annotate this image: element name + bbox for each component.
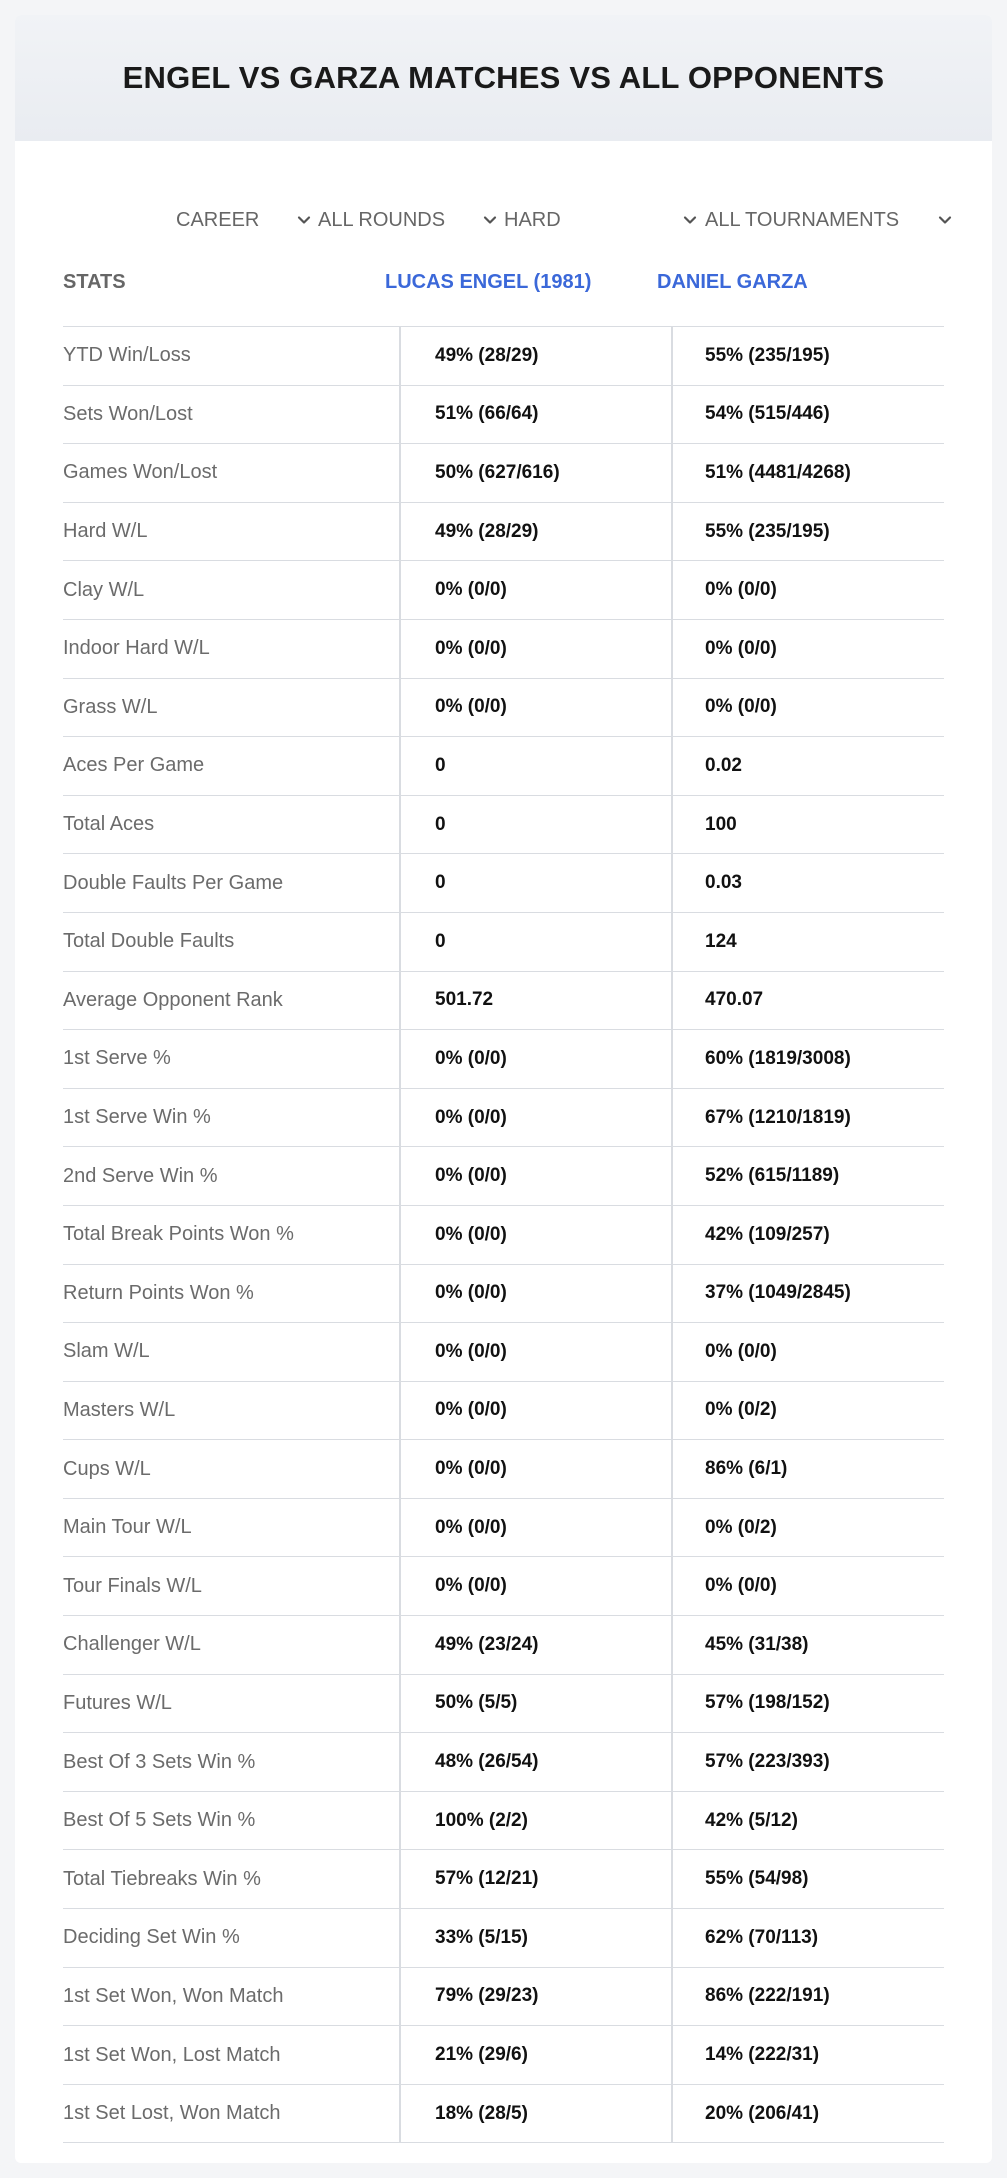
player1-value: 0	[435, 872, 446, 894]
table-row	[63, 1265, 944, 1324]
stat-label: 1st Set Lost, Won Match	[63, 2102, 281, 2125]
player2-value: 52% (615/1189)	[705, 1165, 840, 1187]
table-row	[63, 1147, 944, 1206]
chevron-down-icon	[680, 210, 700, 230]
player2-value: 470.07	[705, 989, 764, 1011]
player2-value: 86% (6/1)	[705, 1458, 788, 1480]
player1-value: 0% (0/0)	[435, 1516, 507, 1538]
filter-bar	[15, 187, 992, 253]
table-row	[63, 1323, 944, 1382]
player2-value: 55% (54/98)	[705, 1868, 809, 1890]
table-row	[63, 1850, 944, 1909]
player1-value: 501.72	[435, 989, 494, 1011]
filter-period-select[interactable]	[176, 187, 314, 253]
table-row	[63, 2026, 944, 2085]
player2-value: 37% (1049/2845)	[705, 1282, 851, 1304]
player1-value: 0% (0/0)	[435, 1340, 507, 1362]
filter-surface-select[interactable]	[504, 187, 700, 253]
player2-value: 0% (0/2)	[705, 1516, 777, 1538]
stat-label: YTD Win/Loss	[63, 344, 191, 367]
stat-label: 1st Serve %	[63, 1047, 171, 1070]
stat-label: Deciding Set Win %	[63, 1926, 240, 1949]
table-row	[63, 737, 944, 796]
stat-label: 2nd Serve Win %	[63, 1164, 218, 1187]
player2-value: 0.03	[705, 872, 742, 894]
stats-table-header	[63, 253, 944, 327]
player2-value: 42% (109/257)	[705, 1223, 830, 1245]
table-row	[63, 1030, 944, 1089]
table-row	[63, 796, 944, 855]
table-row	[63, 1792, 944, 1851]
column-divider	[671, 327, 673, 2143]
stat-label: Sets Won/Lost	[63, 402, 193, 425]
table-row	[63, 1557, 944, 1616]
player1-value: 0	[435, 813, 446, 835]
table-row	[63, 972, 944, 1031]
table-row	[63, 679, 944, 738]
player1-value: 0% (0/0)	[435, 579, 507, 601]
stat-label: Hard W/L	[63, 520, 148, 543]
stat-label: Cups W/L	[63, 1457, 151, 1480]
player2-value: 45% (31/38)	[705, 1633, 809, 1655]
player1-value: 79% (29/23)	[435, 1985, 539, 2007]
player1-value: 0% (0/0)	[435, 1458, 507, 1480]
player1-value: 0% (0/0)	[435, 1575, 507, 1597]
table-row	[63, 1616, 944, 1675]
stat-label: Best Of 3 Sets Win %	[63, 1750, 256, 1773]
table-row	[63, 1440, 944, 1499]
player2-value: 14% (222/31)	[705, 2044, 820, 2066]
stat-label: Total Tiebreaks Win %	[63, 1867, 261, 1890]
stat-label: Indoor Hard W/L	[63, 637, 210, 660]
player1-value: 49% (28/29)	[435, 344, 539, 366]
table-row	[63, 1909, 944, 1968]
player1-value: 0% (0/0)	[435, 1399, 507, 1421]
player2-column-header[interactable]: DANIEL GARZA	[657, 271, 808, 293]
player1-value: 18% (28/5)	[435, 2102, 528, 2124]
player1-value: 0% (0/0)	[435, 637, 507, 659]
stat-label: Tour Finals W/L	[63, 1574, 202, 1597]
stat-label: Aces Per Game	[63, 754, 205, 777]
table-row	[63, 1206, 944, 1265]
stat-label: Double Faults Per Game	[63, 871, 284, 894]
player2-value: 54% (515/446)	[705, 403, 830, 425]
chevron-down-icon	[294, 210, 314, 230]
player2-value: 42% (5/12)	[705, 1809, 798, 1831]
player1-value: 0% (0/0)	[435, 1223, 507, 1245]
player1-value: 0% (0/0)	[435, 1282, 507, 1304]
player2-value: 0.02	[705, 754, 742, 776]
player1-value: 57% (12/21)	[435, 1868, 539, 1890]
stats-table-body	[63, 327, 944, 2143]
chevron-down-icon	[935, 210, 955, 230]
player1-value: 49% (23/24)	[435, 1633, 539, 1655]
player2-value: 100	[705, 813, 737, 835]
player2-value: 0% (0/0)	[705, 1575, 777, 1597]
table-row	[63, 503, 944, 562]
filter-tournament-value: ALL TOURNAMENTS	[705, 208, 900, 231]
player1-value: 0% (0/0)	[435, 1047, 507, 1069]
stat-label: Slam W/L	[63, 1340, 150, 1363]
table-row	[63, 444, 944, 503]
stat-label: Futures W/L	[63, 1691, 172, 1714]
stat-label: Total Break Points Won %	[63, 1223, 294, 1246]
player2-value: 0% (0/0)	[705, 1340, 777, 1362]
player2-value: 0% (0/0)	[705, 696, 777, 718]
stat-label: Return Points Won %	[63, 1281, 254, 1304]
player2-value: 55% (235/195)	[705, 344, 830, 366]
player1-value: 48% (26/54)	[435, 1751, 539, 1773]
table-row	[63, 913, 944, 972]
stats-column-header: STATS	[63, 271, 126, 293]
table-row	[63, 327, 944, 386]
stat-label: 1st Set Won, Won Match	[63, 1984, 284, 2007]
table-row	[63, 1675, 944, 1734]
stat-label: Average Opponent Rank	[63, 988, 283, 1011]
player1-value: 0	[435, 754, 446, 776]
table-row	[63, 1382, 944, 1441]
stat-label: Clay W/L	[63, 578, 145, 601]
player1-value: 0	[435, 930, 446, 952]
stat-label: 1st Set Won, Lost Match	[63, 2043, 281, 2066]
player2-value: 0% (0/0)	[705, 637, 777, 659]
stat-label: Total Aces	[63, 813, 155, 836]
filter-tournament-select[interactable]	[705, 187, 955, 253]
table-row	[63, 620, 944, 679]
stat-label: Main Tour W/L	[63, 1516, 192, 1539]
player1-value: 0% (0/0)	[435, 1106, 507, 1128]
player2-value: 62% (70/113)	[705, 1926, 819, 1948]
player1-value: 50% (627/616)	[435, 461, 560, 483]
stat-label: 1st Serve Win %	[63, 1106, 211, 1129]
stat-label: Total Double Faults	[63, 930, 235, 953]
player1-value: 49% (28/29)	[435, 520, 539, 542]
table-row	[63, 561, 944, 620]
player2-value: 57% (198/152)	[705, 1692, 830, 1714]
player2-value: 20% (206/41)	[705, 2102, 820, 2124]
stats-card	[15, 15, 992, 2163]
stat-label: Challenger W/L	[63, 1633, 201, 1656]
table-row	[63, 1733, 944, 1792]
player2-value: 86% (222/191)	[705, 1985, 830, 2007]
chevron-down-icon	[480, 210, 500, 230]
player2-value: 57% (223/393)	[705, 1751, 830, 1773]
player1-value: 0% (0/0)	[435, 696, 507, 718]
table-row	[63, 1968, 944, 2027]
player2-value: 55% (235/195)	[705, 520, 830, 542]
player1-value: 0% (0/0)	[435, 1165, 507, 1187]
table-row	[63, 854, 944, 913]
table-row	[63, 1089, 944, 1148]
stat-label: Grass W/L	[63, 695, 158, 718]
player2-value: 67% (1210/1819)	[705, 1106, 851, 1128]
table-row	[63, 1499, 944, 1558]
column-divider	[399, 327, 401, 2143]
filter-surface-value: HARD	[504, 208, 561, 231]
player1-value: 21% (29/6)	[435, 2044, 528, 2066]
player1-value: 33% (5/15)	[435, 1926, 528, 1948]
player1-value: 51% (66/64)	[435, 403, 539, 425]
page-title: ENGEL VS GARZA MATCHES VS ALL OPPONENTS	[122, 60, 885, 95]
player2-value: 0% (0/0)	[705, 579, 777, 601]
stat-label: Games Won/Lost	[63, 461, 218, 484]
table-row	[63, 386, 944, 445]
stat-label: Masters W/L	[63, 1398, 176, 1421]
stat-label: Best Of 5 Sets Win %	[63, 1809, 256, 1832]
player2-value: 124	[705, 930, 737, 952]
player1-column-header[interactable]: LUCAS ENGEL (1981)	[385, 271, 592, 293]
player2-value: 60% (1819/3008)	[705, 1047, 851, 1069]
filter-round-select[interactable]	[318, 187, 500, 253]
table-row	[63, 2085, 944, 2144]
filter-round-value: ALL ROUNDS	[318, 208, 446, 231]
player1-value: 50% (5/5)	[435, 1692, 518, 1714]
card-header	[15, 15, 992, 141]
player2-value: 51% (4481/4268)	[705, 461, 851, 483]
filter-period-value: CAREER	[176, 208, 260, 231]
player2-value: 0% (0/2)	[705, 1399, 777, 1421]
player1-value: 100% (2/2)	[435, 1809, 528, 1831]
